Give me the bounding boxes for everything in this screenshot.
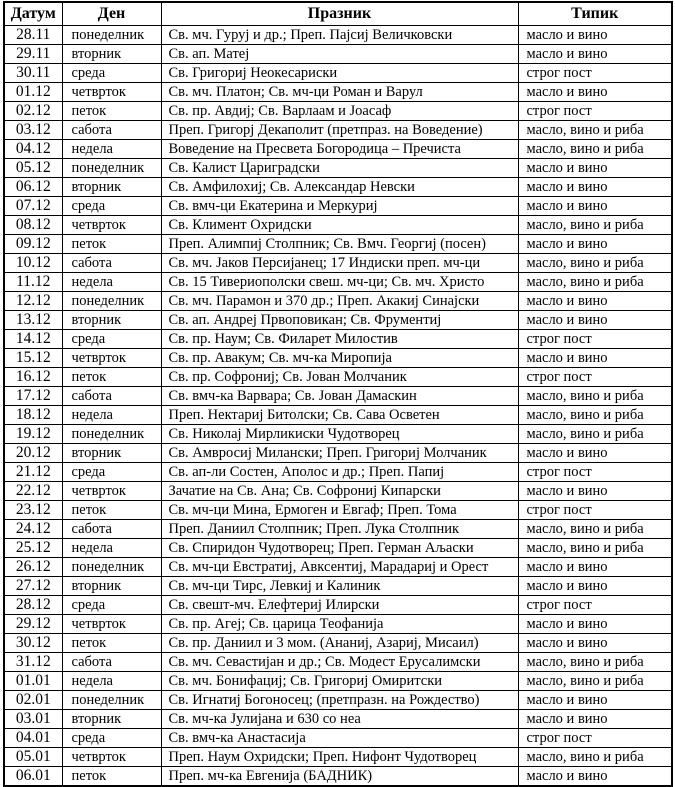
date-cell: 30.11	[4, 64, 62, 83]
day-cell: понеделник	[62, 292, 161, 311]
date-cell: 27.12	[4, 577, 62, 596]
column-header-day: Ден	[62, 2, 161, 26]
typik-cell: масло и вино	[518, 83, 672, 102]
date-cell: 12.12	[4, 292, 62, 311]
day-cell: сабота	[62, 387, 161, 406]
table-row	[4, 178, 672, 197]
typik-cell: строг пост	[518, 64, 672, 83]
typik-cell: масло и вино	[518, 311, 672, 330]
table-row	[4, 710, 672, 729]
holiday-cell: Св. пр. Софрониј; Св. Јован Молчаник	[161, 368, 518, 387]
table-row	[4, 349, 672, 368]
holiday-cell: Воведение на Пресвета Богородица – Пречиста	[161, 140, 518, 159]
holiday-cell: Зачатие на Св. Ана; Св. Софрониј Кипарски	[161, 482, 518, 501]
date-cell: 02.12	[4, 102, 62, 121]
holiday-cell: Св. пр. Авдиј; Св. Варлаам и Јоасаф	[161, 102, 518, 121]
typik-cell: строг пост	[518, 330, 672, 349]
holiday-cell: Св. мч-ци Тирс, Левкиј и Калиник	[161, 577, 518, 596]
day-cell: понеделник	[62, 159, 161, 178]
typik-cell: масло, вино и риба	[518, 216, 672, 235]
day-cell: понеделник	[62, 425, 161, 444]
holiday-cell: Св. ап-ли Состен, Аполос и др.; Преп. Папиј	[161, 463, 518, 482]
holiday-cell: Св. вмч-ци Екатерина и Меркуриј	[161, 197, 518, 216]
date-cell: 04.01	[4, 729, 62, 748]
typik-cell: масло, вино и риба	[518, 254, 672, 273]
holiday-cell: Св. Калист Цариградски	[161, 159, 518, 178]
holiday-cell: Св. Игнатиј Богоносец; (претпразн. на Рождество)	[161, 691, 518, 710]
holiday-cell: Преп. Нектариј Битолски; Св. Сава Осветен	[161, 406, 518, 425]
day-cell: четврток	[62, 216, 161, 235]
date-cell: 21.12	[4, 463, 62, 482]
holiday-cell: Св. пр. Наум; Св. Филарет Милостив	[161, 330, 518, 349]
holiday-cell: Преп. Даниил Столпник; Преп. Лука Столпник	[161, 520, 518, 539]
holiday-cell: Св. пр. Агеј; Св. царица Теофанија	[161, 615, 518, 634]
day-cell: среда	[62, 596, 161, 615]
table-row	[4, 197, 672, 216]
table-row	[4, 216, 672, 235]
table-row	[4, 292, 672, 311]
table-row	[4, 520, 672, 539]
table-row	[4, 596, 672, 615]
date-cell: 15.12	[4, 349, 62, 368]
typik-cell: масло и вино	[518, 691, 672, 710]
typik-cell: масло и вино	[518, 349, 672, 368]
day-cell: недела	[62, 140, 161, 159]
date-cell: 01.01	[4, 672, 62, 691]
typik-cell: масло и вино	[518, 615, 672, 634]
date-cell: 28.11	[4, 26, 62, 45]
holiday-cell: Преп. Алимпиј Столпник; Св. Вмч. Георгиј (посен)	[161, 235, 518, 254]
date-cell: 02.01	[4, 691, 62, 710]
table-row	[4, 64, 672, 83]
holiday-cell: Св. пр. Даниил и 3 мом. (Ананиј, Азариј, Мисаил)	[161, 634, 518, 653]
holiday-cell: Св. свешт-мч. Елефтериј Илирски	[161, 596, 518, 615]
day-cell: вторник	[62, 577, 161, 596]
day-cell: недела	[62, 672, 161, 691]
holiday-cell: Св. мч-ци Евстратиј, Авксентиј, Марадариј и Орест	[161, 558, 518, 577]
typik-cell: масло и вино	[518, 444, 672, 463]
day-cell: понеделник	[62, 26, 161, 45]
day-cell: вторник	[62, 710, 161, 729]
day-cell: сабота	[62, 254, 161, 273]
table-row	[4, 311, 672, 330]
table-row	[4, 330, 672, 349]
date-cell: 06.12	[4, 178, 62, 197]
date-cell: 26.12	[4, 558, 62, 577]
table-row	[4, 539, 672, 558]
table-row	[4, 254, 672, 273]
date-cell: 03.12	[4, 121, 62, 140]
holiday-cell: Преп. Григорј Декаполит (претпраз. на Воведение)	[161, 121, 518, 140]
date-cell: 28.12	[4, 596, 62, 615]
date-cell: 05.01	[4, 748, 62, 767]
table-row	[4, 729, 672, 748]
table-row	[4, 406, 672, 425]
day-cell: среда	[62, 64, 161, 83]
header-row	[4, 2, 672, 26]
table-row	[4, 83, 672, 102]
table-row	[4, 444, 672, 463]
day-cell: вторник	[62, 178, 161, 197]
date-cell: 22.12	[4, 482, 62, 501]
table-row	[4, 767, 672, 787]
typik-cell: масло и вино	[518, 634, 672, 653]
holiday-cell: Св. Амвросиј Милански; Преп. Григориј Молчаник	[161, 444, 518, 463]
date-cell: 04.12	[4, 140, 62, 159]
typik-cell: строг пост	[518, 501, 672, 520]
day-cell: вторник	[62, 45, 161, 64]
date-cell: 14.12	[4, 330, 62, 349]
typik-cell: масло и вино	[518, 710, 672, 729]
day-cell: петок	[62, 235, 161, 254]
day-cell: вторник	[62, 444, 161, 463]
table-row	[4, 387, 672, 406]
holiday-cell: Св. 15 Тивериополски свеш. мч-ци; Св. мч. Христо	[161, 273, 518, 292]
table-row	[4, 615, 672, 634]
table-row	[4, 159, 672, 178]
date-cell: 18.12	[4, 406, 62, 425]
holiday-cell: Св. вмч-ка Варвара; Св. Јован Дамаскин	[161, 387, 518, 406]
typik-cell: строг пост	[518, 102, 672, 121]
date-cell: 31.12	[4, 653, 62, 672]
table-row	[4, 653, 672, 672]
day-cell: среда	[62, 330, 161, 349]
typik-cell: масло, вино и риба	[518, 387, 672, 406]
typik-cell: масло, вино и риба	[518, 273, 672, 292]
typik-cell: масло, вино и риба	[518, 748, 672, 767]
day-cell: четврток	[62, 748, 161, 767]
holiday-cell: Св. мч. Бонифациј; Св. Григориј Омиритски	[161, 672, 518, 691]
day-cell: петок	[62, 368, 161, 387]
date-cell: 19.12	[4, 425, 62, 444]
date-cell: 29.11	[4, 45, 62, 64]
table-row	[4, 273, 672, 292]
date-cell: 17.12	[4, 387, 62, 406]
table-body	[4, 26, 672, 787]
date-cell: 29.12	[4, 615, 62, 634]
column-header-date: Датум	[4, 2, 62, 26]
typik-cell: масло и вино	[518, 292, 672, 311]
day-cell: петок	[62, 501, 161, 520]
table-row	[4, 235, 672, 254]
holiday-cell: Св. Климент Охридски	[161, 216, 518, 235]
typik-cell: масло и вино	[518, 767, 672, 787]
holiday-cell: Св. мч. Гуруј и др.; Преп. Пајсиј Величковски	[161, 26, 518, 45]
table-row	[4, 748, 672, 767]
typik-cell: масло и вино	[518, 159, 672, 178]
column-header-typik: Типик	[518, 2, 672, 26]
fasting-calendar-table	[3, 1, 673, 787]
day-cell: сабота	[62, 653, 161, 672]
table-row	[4, 368, 672, 387]
date-cell: 10.12	[4, 254, 62, 273]
holiday-cell: Св. ап. Андреј Првоповикан; Св. Фрументиј	[161, 311, 518, 330]
day-cell: понеделник	[62, 558, 161, 577]
date-cell: 06.01	[4, 767, 62, 787]
table-header	[4, 2, 672, 26]
date-cell: 24.12	[4, 520, 62, 539]
typik-cell: масло и вино	[518, 45, 672, 64]
typik-cell: масло, вино и риба	[518, 653, 672, 672]
date-cell: 01.12	[4, 83, 62, 102]
typik-cell: масло и вино	[518, 26, 672, 45]
day-cell: четврток	[62, 482, 161, 501]
date-cell: 03.01	[4, 710, 62, 729]
holiday-cell: Св. Григориј Неокесариски	[161, 64, 518, 83]
table-row	[4, 102, 672, 121]
typik-cell: строг пост	[518, 368, 672, 387]
table-row	[4, 482, 672, 501]
table-row	[4, 558, 672, 577]
table-row	[4, 691, 672, 710]
table-row	[4, 26, 672, 45]
holiday-cell: Св. мч. Парамон и 370 др.; Преп. Акакиј Синајски	[161, 292, 518, 311]
typik-cell: масло и вино	[518, 577, 672, 596]
date-cell: 25.12	[4, 539, 62, 558]
typik-cell: масло, вино и риба	[518, 140, 672, 159]
holiday-cell: Св. мч. Севастијан и др.; Св. Модест Ерусалимски	[161, 653, 518, 672]
column-header-holiday: Празник	[161, 2, 518, 26]
typik-cell: масло и вино	[518, 178, 672, 197]
typik-cell: масло и вино	[518, 197, 672, 216]
date-cell: 08.12	[4, 216, 62, 235]
holiday-cell: Св. Спиридон Чудотворец; Преп. Герман Аљаски	[161, 539, 518, 558]
table-row	[4, 577, 672, 596]
holiday-cell: Преп. мч-ка Евгенија (БАДНИК)	[161, 767, 518, 787]
date-cell: 05.12	[4, 159, 62, 178]
table-row	[4, 501, 672, 520]
typik-cell: строг пост	[518, 596, 672, 615]
date-cell: 11.12	[4, 273, 62, 292]
typik-cell: масло, вино и риба	[518, 520, 672, 539]
holiday-cell: Св. ап. Матеј	[161, 45, 518, 64]
table-row	[4, 672, 672, 691]
holiday-cell: Св. мч. Платон; Св. мч-ци Роман и Варул	[161, 83, 518, 102]
holiday-cell: Св. Николај Мирликиски Чудотворец	[161, 425, 518, 444]
day-cell: сабота	[62, 121, 161, 140]
day-cell: недела	[62, 406, 161, 425]
table-row	[4, 140, 672, 159]
day-cell: петок	[62, 102, 161, 121]
day-cell: среда	[62, 463, 161, 482]
day-cell: среда	[62, 197, 161, 216]
day-cell: четврток	[62, 615, 161, 634]
typik-cell: масло, вино и риба	[518, 121, 672, 140]
table-row	[4, 425, 672, 444]
table-row	[4, 121, 672, 140]
typik-cell: масло и вино	[518, 235, 672, 254]
holiday-cell: Св. пр. Авакум; Св. мч-ка Миропија	[161, 349, 518, 368]
typik-cell: масло, вино и риба	[518, 406, 672, 425]
day-cell: среда	[62, 729, 161, 748]
holiday-cell: Св. Амфилохиј; Св. Александар Невски	[161, 178, 518, 197]
holiday-cell: Св. мч. Јаков Персијанец; 17 Индиски преп. мч-ци	[161, 254, 518, 273]
table-row	[4, 634, 672, 653]
holiday-cell: Св. мч-ка Јулијана и 630 со неа	[161, 710, 518, 729]
date-cell: 30.12	[4, 634, 62, 653]
day-cell: недела	[62, 539, 161, 558]
typik-cell: масло, вино и риба	[518, 539, 672, 558]
day-cell: недела	[62, 273, 161, 292]
day-cell: понеделник	[62, 691, 161, 710]
day-cell: сабота	[62, 520, 161, 539]
typik-cell: масло, вино и риба	[518, 672, 672, 691]
date-cell: 09.12	[4, 235, 62, 254]
day-cell: петок	[62, 634, 161, 653]
table-row	[4, 463, 672, 482]
typik-cell: строг пост	[518, 463, 672, 482]
date-cell: 23.12	[4, 501, 62, 520]
typik-cell: масло, вино и риба	[518, 425, 672, 444]
day-cell: четврток	[62, 349, 161, 368]
typik-cell: масло и вино	[518, 482, 672, 501]
day-cell: четврток	[62, 83, 161, 102]
date-cell: 13.12	[4, 311, 62, 330]
holiday-cell: Св. мч-ци Мина, Ермоген и Евгаф; Преп. Тома	[161, 501, 518, 520]
table-row	[4, 45, 672, 64]
holiday-cell: Преп. Наум Охридски; Преп. Нифонт Чудотворец	[161, 748, 518, 767]
date-cell: 07.12	[4, 197, 62, 216]
typik-cell: строг пост	[518, 729, 672, 748]
date-cell: 20.12	[4, 444, 62, 463]
day-cell: петок	[62, 767, 161, 787]
holiday-cell: Св. вмч-ка Анастасија	[161, 729, 518, 748]
date-cell: 16.12	[4, 368, 62, 387]
day-cell: вторник	[62, 311, 161, 330]
typik-cell: масло и вино	[518, 558, 672, 577]
